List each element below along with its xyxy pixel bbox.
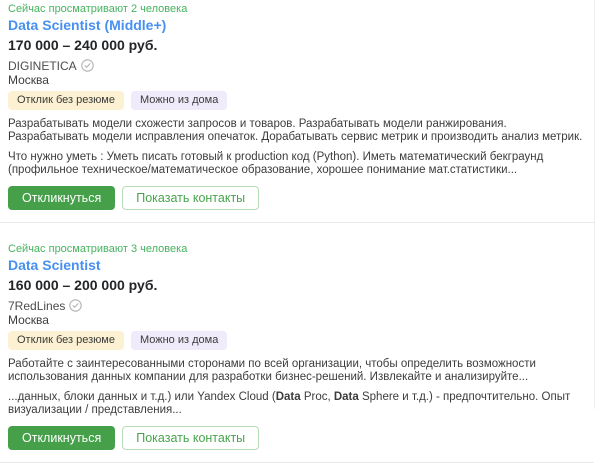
apply-button[interactable]: Откликнуться (8, 186, 115, 210)
verified-check-circle-icon (69, 299, 82, 312)
badge-row (8, 91, 586, 110)
show-contacts-button[interactable]: Показать контакты (122, 426, 259, 450)
badge-row (8, 331, 586, 350)
badge-remote-work: Можно из дома (131, 331, 227, 350)
vacancy-description-responsibilities: Работайте с заинтересованными сторонами по всей организации, чтобы определить возможности использования данных компании для разработки бизнес-решений. Извлекайте и анализируйте... (8, 358, 536, 383)
verified-check-circle-icon (81, 59, 94, 72)
vacancy-card (0, 0, 594, 223)
apply-button[interactable]: Откликнуться (8, 426, 115, 450)
company-name-link[interactable]: DIGINETICA (8, 58, 77, 73)
vacancy-salary: 170 000 – 240 000 руб. (8, 37, 158, 53)
vacancy-title-link[interactable]: Data Scientist (8, 257, 101, 273)
company-row (8, 59, 586, 72)
vacancy-card (0, 223, 594, 463)
company-name-link[interactable]: 7RedLines (8, 298, 66, 313)
vacancy-description-responsibilities: Разрабатывать модели схожести запросов и товаров. Разрабатывать модели ранжирования. Разрабатывать модели исправления опечаток. Дорабатывать сервис метрик и производить анализ метрик. (8, 118, 583, 143)
viewers-count: Сейчас просматривают 2 человека (8, 3, 188, 15)
show-contacts-button[interactable]: Показать контакты (122, 186, 259, 210)
company-row (8, 299, 586, 312)
badge-remote-work: Можно из дома (131, 91, 227, 110)
viewers-count: Сейчас просматривают 3 человека (8, 243, 188, 255)
badge-no-resume: Отклик без резюме (8, 91, 124, 110)
vacancy-city: Москва (8, 73, 49, 87)
search-highlight: Data (333, 391, 359, 403)
vacancy-title-link[interactable]: Data Scientist (Middle+) (8, 17, 167, 33)
vacancy-description-requirements: Что нужно уметь : Уметь писать готовый к production код (Python). Иметь математический бекграунд (профильное техническое/математическое образование, хорошее понимание мат.статистики... (8, 151, 544, 176)
badge-no-resume: Отклик без резюме (8, 331, 124, 350)
vacancy-city: Москва (8, 313, 49, 327)
action-row (8, 426, 586, 450)
vacancy-description-requirements: ...данных, блоки данных и т.д.) или Yandex Cloud (Data Proc, Data Sphere и т.д.) - предпочтительно. Опыт визуализации / представления... (8, 391, 571, 416)
search-highlight: Data (275, 391, 301, 403)
vacancy-salary: 160 000 – 200 000 руб. (8, 277, 158, 293)
action-row (8, 186, 586, 210)
